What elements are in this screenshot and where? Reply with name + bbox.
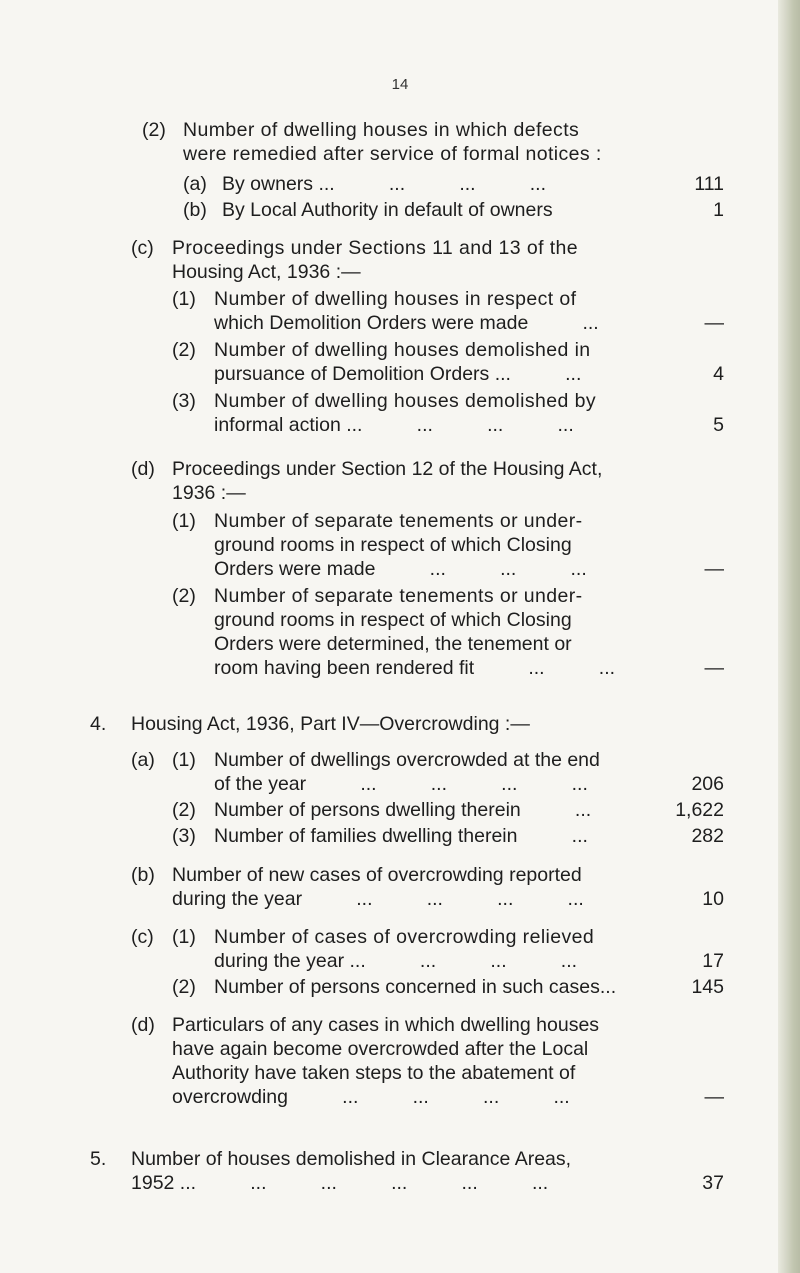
item-2a-text: By owners ... ... ... ...	[222, 173, 546, 195]
item-d-label: (d)	[131, 458, 155, 480]
item-d2-line-3: Orders were determined, the tenement or	[214, 633, 572, 655]
item-2b-value: 1	[713, 199, 724, 221]
item-c2-value: 4	[713, 363, 724, 385]
section-4a2-text: Number of persons dwelling therein ...	[214, 799, 592, 821]
section-4a1-value: 206	[691, 773, 724, 795]
item-d1-value: —	[704, 558, 724, 580]
section-4b-value: 10	[702, 888, 724, 910]
item-c-label: (c)	[131, 237, 154, 259]
item-d2-value: —	[704, 657, 724, 679]
item-d1-line-3: Orders were made ... ... ...	[214, 558, 587, 580]
item-c1-label: (1)	[172, 288, 196, 310]
section-4d-line-3: Authority have taken steps to the abatement of	[172, 1062, 576, 1084]
item-2b-label: (b)	[183, 199, 207, 221]
section-4d-label: (d)	[131, 1014, 155, 1036]
item-2-label: (2)	[142, 119, 166, 141]
item-d1-line-1: Number of separate tenements or under-	[214, 510, 583, 532]
section-4a1-line-2: of the year ... ... ... ...	[214, 773, 588, 795]
item-2-line-1: Number of dwelling houses in which defects	[183, 119, 580, 141]
section-4a3-label: (3)	[172, 825, 196, 847]
section-4c2-value: 145	[691, 976, 724, 998]
item-c3-value: 5	[713, 414, 724, 436]
item-c-line-2: Housing Act, 1936 :—	[172, 261, 361, 283]
item-c3-label: (3)	[172, 390, 196, 412]
section-4a-label: (a)	[131, 749, 155, 771]
section-4d-line-2: have again become overcrowded after the Local	[172, 1038, 589, 1060]
section-4c1-label: (1)	[172, 926, 196, 948]
section-4b-line-2: during the year ... ... ... ...	[172, 888, 584, 910]
section-4c2-text: Number of persons concerned in such cases...	[214, 976, 617, 998]
section-4c1-line-1: Number of cases of overcrowding relieved	[214, 926, 595, 948]
section-4b-line-1: Number of new cases of overcrowding reported	[172, 864, 582, 886]
item-c1-line-2: which Demolition Orders were made ...	[214, 312, 599, 334]
item-c2-line-1: Number of dwelling houses demolished in	[214, 339, 591, 361]
page-number: 14	[391, 76, 409, 93]
section-4a1-line-1: Number of dwellings overcrowded at the end	[214, 749, 600, 771]
item-d2-line-4: room having been rendered fit ... ...	[214, 657, 616, 679]
section-4d-line-1: Particulars of any cases in which dwelling houses	[172, 1014, 600, 1036]
item-c2-line-2: pursuance of Demolition Orders ... ...	[214, 363, 582, 385]
section-4c1-line-2: during the year ... ... ... ...	[214, 950, 578, 972]
section-4c2-label: (2)	[172, 976, 196, 998]
item-2-line-2: were remedied after service of formal notices :	[183, 143, 602, 165]
section-4c-label: (c)	[131, 926, 154, 948]
item-d2-label: (2)	[172, 585, 196, 607]
item-c3-line-1: Number of dwelling houses demolished by	[214, 390, 596, 412]
section-4-label: 4.	[90, 713, 107, 735]
section-4c1-value: 17	[702, 950, 724, 972]
section-4a2-value: 1,622	[675, 799, 724, 821]
item-c2-label: (2)	[172, 339, 196, 361]
item-d1-label: (1)	[172, 510, 196, 532]
item-d1-line-2: ground rooms in respect of which Closing	[214, 534, 572, 556]
section-4a2-label: (2)	[172, 799, 196, 821]
section-4-heading: Housing Act, 1936, Part IV—Overcrowding :—	[131, 713, 530, 735]
section-5-line-1: Number of houses demolished in Clearance Areas,	[131, 1148, 572, 1170]
item-d2-line-2: ground rooms in respect of which Closing	[214, 609, 572, 631]
item-2a-value: 111	[694, 173, 724, 195]
section-4a3-text: Number of families dwelling therein ...	[214, 825, 588, 847]
section-5-label: 5.	[90, 1148, 107, 1170]
section-4a3-value: 282	[691, 825, 724, 847]
section-4d-line-4: overcrowding ... ... ... ...	[172, 1086, 570, 1108]
item-2a-label: (a)	[183, 173, 207, 195]
page-edge-shadow	[778, 0, 800, 1273]
section-4d-value: —	[704, 1086, 724, 1108]
item-c1-value: —	[704, 312, 724, 334]
item-d-line-1: Proceedings under Section 12 of the Housing Act,	[172, 458, 603, 480]
section-4a1-label: (1)	[172, 749, 196, 771]
item-2b-text: By Local Authority in default of owners	[222, 199, 553, 221]
item-c1-line-1: Number of dwelling houses in respect of	[214, 288, 577, 310]
section-5-value: 37	[702, 1172, 724, 1194]
item-d-line-2: 1936 :—	[172, 482, 246, 504]
item-c-line-1: Proceedings under Sections 11 and 13 of the	[172, 237, 579, 259]
section-4b-label: (b)	[131, 864, 155, 886]
section-5-line-2: 1952 ... ... ... ... ... ...	[131, 1172, 549, 1194]
item-d2-line-1: Number of separate tenements or under-	[214, 585, 583, 607]
item-c3-line-2: informal action ... ... ... ...	[214, 414, 574, 436]
